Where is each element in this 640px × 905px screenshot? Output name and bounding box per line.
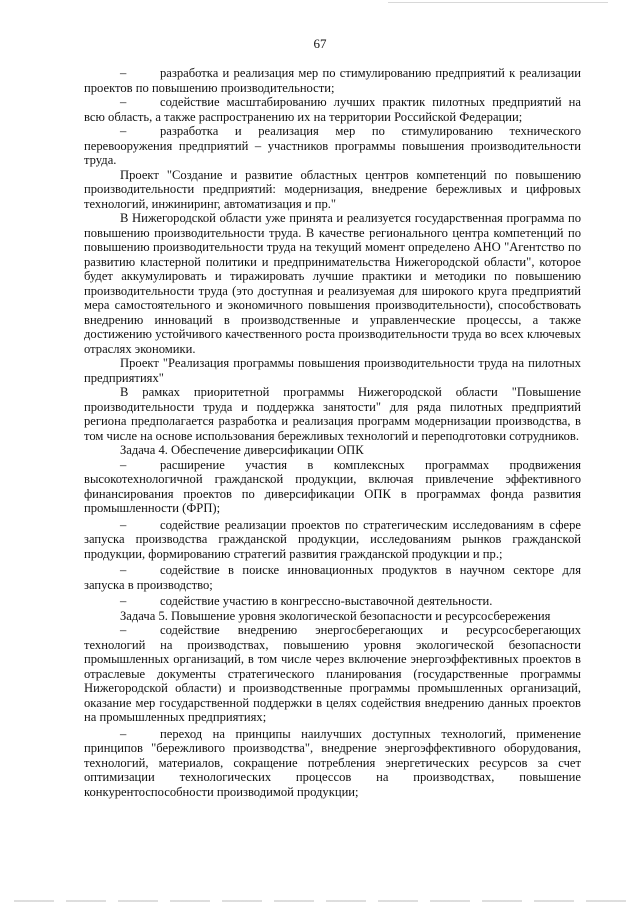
page-number: 67: [313, 36, 327, 51]
paragraph: Проект "Создание и развитие областных центров компетенций по повышению производительности предприятий: модернизация, внедрение бережливых и цифровых технологий, инжиниринг, автоматизация и пр.": [84, 167, 581, 211]
list-item: [84, 623, 581, 725]
paragraph-text: содействие реализации проектов по стратегическим исследованиям в сфере запуска производства гражданской продукции, исследованиям рынков гражданской продукции, формированию стратегий развития гражданской продукции и пр.;: [84, 517, 581, 561]
document-body: [84, 66, 581, 799]
list-item: [84, 727, 581, 800]
paragraph-text: разработка и реализация мер по стимулированию технического перевооружения предприятий – участников программы повышения производительности труда.: [84, 124, 581, 167]
paragraph-text: расширение участия в комплексных программах продвижения высокотехнологичной гражданской продукции, включая привлечение эффективного финансирования проектов по диверсификации ОПК в программах фонда развития промышленности (ФРП);: [84, 457, 581, 515]
dash-marker: –: [120, 594, 127, 608]
dash-marker: –: [120, 517, 127, 532]
dash-marker: –: [120, 623, 127, 637]
dash-marker: –: [120, 457, 127, 472]
paragraph: Проект "Реализация программы повышения производительности труда на пилотных предприятиях": [84, 356, 581, 385]
scan-edge-top: [388, 2, 608, 3]
paragraph-text: разработка и реализация мер по стимулированию предприятий к реализации проектов по повышению производительности;: [84, 66, 581, 95]
list-item: [84, 124, 581, 168]
dash-marker: –: [120, 95, 127, 109]
list-item: [84, 66, 581, 95]
paragraph-text: содействие масштабированию лучших практик пилотных предприятий на всю область, а также распространению их на территории Российской Федерации;: [84, 95, 581, 124]
dash-marker: –: [120, 726, 127, 741]
paragraph: В Нижегородской области уже принята и реализуется государственная программа по повышению производительности труда. В качестве регионального центра компетенций по повышению производительности труда на текущий момент определено АНО "Агентство по развитию кластерной политики и предпринимательства Нижегородской области", которое будет аккумулировать и тиражировать лучшие практики и методики по повышению производительности труда (это доступная и реализуемая для широкого круга предприятий мера самостоятельного и экономичного повышения производительности), способствовать внедрению инноваций в производственные и управленческие процессы, а также достижению устойчивого качественного роста производительности труда во всех ключевых отраслях экономики.: [84, 211, 581, 356]
list-item: [84, 518, 581, 562]
dash-marker: –: [120, 563, 127, 577]
dash-marker: –: [120, 124, 127, 138]
paragraph: В рамках приоритетной программы Нижегородской области "Повышение производительности труда и поддержка занятости" для ряда пилотных предприятий региона предполагается разработка и реализация программ модернизации производства, в том числе на основе использования бережливых технологий и переподготовки сотрудников.: [84, 385, 581, 443]
section-heading: Задача 5. Повышение уровня экологической безопасности и ресурсосбережения: [120, 608, 551, 623]
list-item: [84, 95, 581, 124]
paragraph-text: переход на принципы наилучших доступных технологий, применение принципов "бережливого производства", внедрение энергоэффективного оборудования, технологий, материалов, сокращение потребления энергетических ресурсов за счет оптимизации технологических процессов на производствах, повышение конкурентоспособности производимой продукции;: [84, 726, 581, 799]
paragraph-text: содействие участию в конгрессно-выставочной деятельности.: [160, 594, 493, 608]
scan-edge-bottom: [14, 900, 626, 902]
paragraph-text: содействие внедрению энергосберегающих и ресурсосберегающих технологий на производствах, повышению уровня экологической безопасности промышленных организаций, в том числе через включение энергоэффективных проектов в отраслевые документы стратегического планирования (государственные программы Нижегородской области) и производственные программы промышленных организаций, оказание мер государственной поддержки в целях содействия внедрению данных проектов на промышленных предприятиях;: [84, 623, 581, 724]
paragraph-text: содействие в поиске инновационных продуктов в научном секторе для запуска в производство;: [84, 563, 581, 592]
list-item: [84, 563, 581, 592]
list-item: [84, 458, 581, 516]
list-item: [84, 594, 581, 609]
dash-marker: –: [120, 66, 127, 80]
section-heading: Задача 4. Обеспечение диверсификации ОПК: [120, 443, 364, 457]
